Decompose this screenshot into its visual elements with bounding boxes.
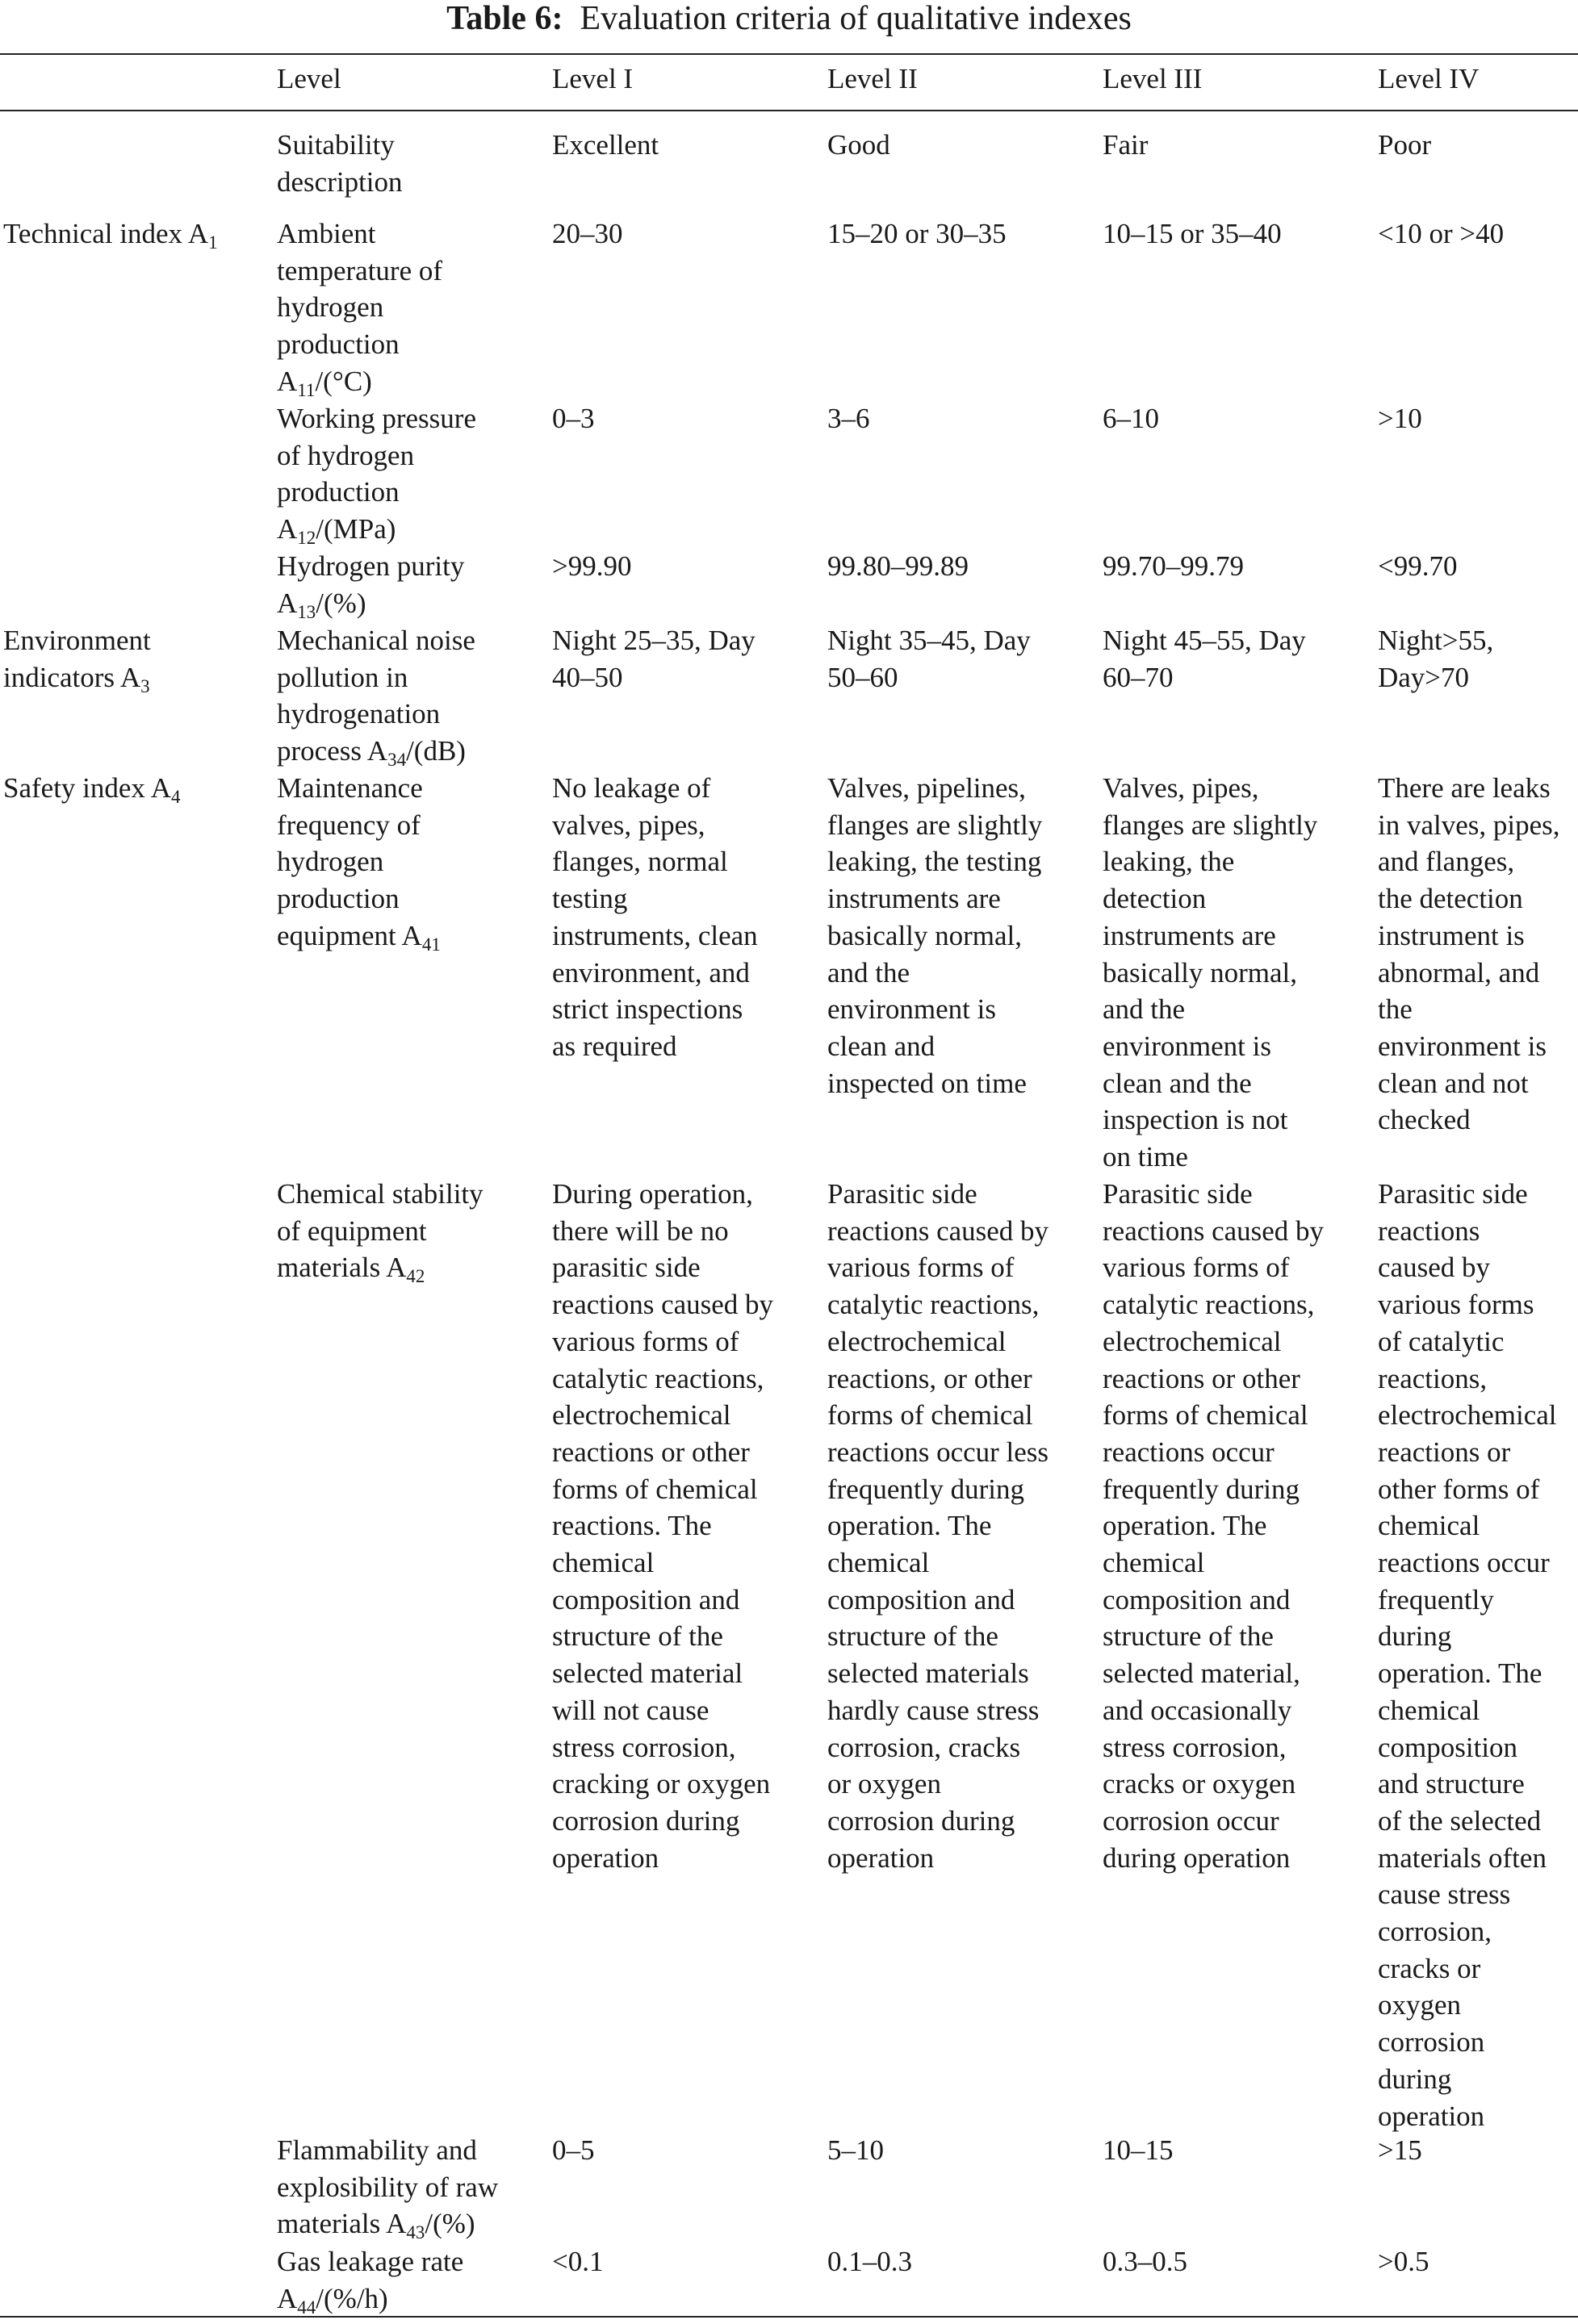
a44-level-2: 0.1–0.3 [827, 2246, 912, 2277]
category-environment: Environment indicators $A_3$ [3, 625, 151, 696]
grade-good: Good [827, 129, 890, 161]
a12-level-4: >10 [1378, 403, 1422, 434]
a13-level-4: <99.70 [1378, 550, 1458, 582]
a11-level-3: 10–15 or 35–40 [1103, 218, 1282, 249]
grade-poor: Poor [1378, 129, 1432, 161]
table-caption [0, 0, 1578, 37]
a13-level-3: 99.70–99.79 [1103, 550, 1244, 582]
header-level-2: Level II [827, 63, 918, 94]
a42-level-4: Parasitic side reactions caused by various forms of catalytic reactions, electrochemical reactions or other forms of chemical reactions occur frequently during operation. The chemical composition and structure of the selected materials often cause stress corrosion, cracks or oxygen corrosion during operation [1378, 1178, 1557, 2132]
a34-level-1: Night 25–35, Day 40–50 [552, 625, 756, 693]
indicator-a11: Ambient temperature of hydrogen production $A_{11}/(^\circ C)$ [277, 218, 443, 400]
a11-level-2: 15–20 or 30–35 [827, 218, 1007, 249]
header-rule [0, 110, 1578, 111]
category-safety: Safety index $A_4$ [3, 772, 181, 807]
bottom-rule [0, 2316, 1578, 2318]
a12-level-2: 3–6 [827, 403, 870, 434]
grade-excellent: Excellent [552, 129, 659, 161]
a42-level-2: Parasitic side reactions caused by various forms of catalytic reactions, electrochemical reactions, or other forms of chemical reactions occur less frequently during operation. The chemical composition and structure of the selected materials hardly cause stress corrosion, cracks or oxygen corrosion during operation [827, 1178, 1049, 1874]
indicator-a12: Working pressure of hydrogen production $A_{12}/(MPa)$ [277, 403, 476, 549]
a43-level-1: 0–5 [552, 2134, 595, 2166]
a34-level-3: Night 45–55, Day 60–70 [1103, 625, 1306, 693]
header-level: Level [277, 63, 341, 94]
indicator-a43: Flammability and explosibility of raw materials $A_{43}/(\%)$ [277, 2134, 499, 2243]
header-level-1: Level I [552, 63, 634, 94]
a43-level-4: >15 [1378, 2134, 1422, 2166]
a34-level-4: Night>55, Day>70 [1378, 625, 1494, 693]
a42-level-1: During operation, there will be no parasitic side reactions caused by various forms of catalytic reactions, electrochemical reactions or other forms of chemical reactions. The chemical composition and structure of the selected material will not cause stress corrosion, cracking or oxygen corrosion during operation [552, 1178, 774, 1874]
a34-level-2: Night 35–45, Day 50–60 [827, 625, 1031, 693]
category-technical: Technical index $A_1$ [3, 218, 218, 253]
a41-level-3: Valves, pipes, flanges are slightly leaking, the detection instruments are basically normal, and the environment is clean and the inspection is not on time [1103, 772, 1318, 1173]
a42-level-3: Parasitic side reactions caused by various forms of catalytic reactions, electrochemical reactions or other forms of chemical reactions occur frequently during operation. The chemical composition and structure of the selected material, and occasionally stress corrosion, cracks or oxygen corrosion occur during operation [1103, 1178, 1325, 1874]
a11-level-1: 20–30 [552, 218, 623, 249]
indicator-a42: Chemical stability of equipment materials $A_{42}$ [277, 1178, 483, 1287]
indicator-a44: Gas leakage rate $A_{44}/(\%/h)$ [277, 2246, 464, 2318]
a41-level-2: Valves, pipelines, flanges are slightly leaking, the testing instruments are basically normal, and the environment is clean and inspected on time [827, 772, 1043, 1099]
a13-level-2: 99.80–99.89 [827, 550, 969, 582]
indicator-a41: Maintenance frequency of hydrogen production equipment $A_{41}$ [277, 772, 441, 955]
indicator-a34: Mechanical noise pollution in hydrogenation process $A_{34}/(dB)$ [277, 625, 475, 771]
table-title: Evaluation criteria of qualitative indexes [580, 0, 1132, 37]
header-level-3: Level III [1103, 63, 1203, 94]
a12-level-1: 0–3 [552, 403, 595, 434]
a43-level-3: 10–15 [1103, 2134, 1174, 2166]
a44-level-1: <0.1 [552, 2246, 604, 2277]
a44-level-4: >0.5 [1378, 2246, 1429, 2277]
a41-level-4: There are leaks in valves, pipes, and flanges, the detection instrument is abnormal, and the environment is clean and not checked [1378, 772, 1560, 1136]
header-level-4: Level IV [1378, 63, 1480, 94]
top-rule [0, 53, 1578, 55]
a41-level-1: No leakage of valves, pipes, flanges, normal testing instruments, clean environment, and strict inspections as required [552, 772, 758, 1062]
indicator-a13: Hydrogen purity $A_{13}/(\%)$ [277, 550, 465, 622]
a43-level-2: 5–10 [827, 2134, 884, 2166]
a13-level-1: >99.90 [552, 550, 632, 582]
a44-level-3: 0.3–0.5 [1103, 2246, 1187, 2277]
table-label: Table 6: [446, 0, 563, 37]
grade-fair: Fair [1103, 129, 1149, 161]
a12-level-3: 6–10 [1103, 403, 1159, 434]
suitability-label: Suitability description [277, 129, 403, 198]
a11-level-4: <10 or >40 [1378, 218, 1505, 249]
